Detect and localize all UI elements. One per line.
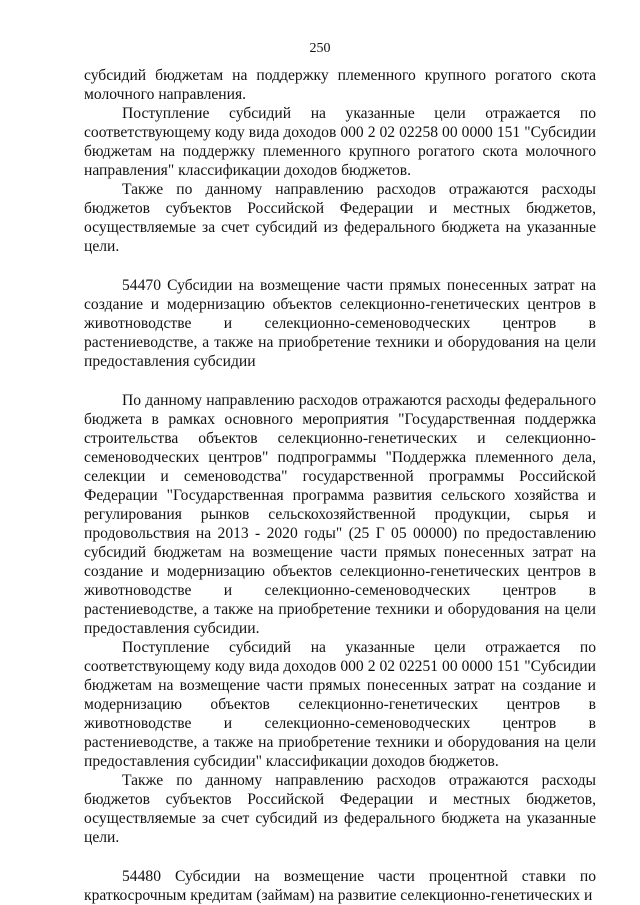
- paragraph-revenue-code-02258: Поступление субсидий на указанные цели отражается по соответствующему коду вида доходов 000 2 02 02258 00 0000 151 "Субсидии бюджетам на поддержку племенного крупного рогатого скота молочного направления" классификации доходов бюджетов.: [84, 105, 596, 179]
- paragraph-regional-expenses: Также по данному направлению расходов отражаются расходы бюджетов субъектов Российской Федерации и местных бюджетов, осуществляемые за счет субсидий из федерального бюджета на указанные цели.: [84, 181, 596, 255]
- section-heading-54470: 54470 Субсидии на возмещение части прямых понесенных затрат на создание и модернизацию объектов селекционно-генетических центров в животноводстве и селекционно-семеноводческих центров в растениеводстве, а также на приобретение техники и оборудования на цели предоставления субсидии: [84, 277, 596, 370]
- document-body: [84, 66, 596, 905]
- section-heading-54480: 54480 Субсидии на возмещение части процентной ставки по краткосрочным кредитам (займам) на развитие селекционно-генетических и: [84, 868, 596, 904]
- page-number: 250: [309, 41, 331, 56]
- paragraph-federal-expenses: По данному направлению расходов отражаются расходы федерального бюджета в рамках основного мероприятия "Государственная поддержка строительства объектов селекционно-генетических и селекционно-семеноводческих центров" подпрограммы "Поддержка племенного дела, селекции и семеноводства" государственной программы Российской Федерации "Государственная программа развития сельского хозяйства и регулирования рынков сельскохозяйственной продукции, сырья и продовольствия на 2013 - 2020 годы" (25 Г 05 00000) по предоставлению субсидий бюджетам на возмещение части прямых понесенных затрат на создание и модернизацию объектов селекционно-генетических центров в животноводстве и селекционно-семеноводческих центров в растениеводстве, а также на приобретение техники и оборудования на цели предоставления субсидии.: [84, 392, 596, 637]
- paragraph-regional-expenses-2: Также по данному направлению расходов отражаются расходы бюджетов субъектов Российской Федерации и местных бюджетов, осуществляемые за счет субсидий из федерального бюджета на указанные цели.: [84, 772, 596, 846]
- paragraph-revenue-code-02251: Поступление субсидий на указанные цели отражается по соответствующему коду вида доходов 000 2 02 02251 00 0000 151 "Субсидии бюджетам на возмещение части прямых понесенных затрат на создание и модернизацию объектов селекционно-генетических центров в животноводстве и селекционно-семеноводческих центров в растениеводстве, а также на приобретение техники и оборудования на цели предоставления субсидии" классификации доходов бюджетов.: [84, 639, 596, 770]
- paragraph-continuation: субсидий бюджетам на поддержку племенного крупного рогатого скота молочного направления.: [84, 67, 596, 103]
